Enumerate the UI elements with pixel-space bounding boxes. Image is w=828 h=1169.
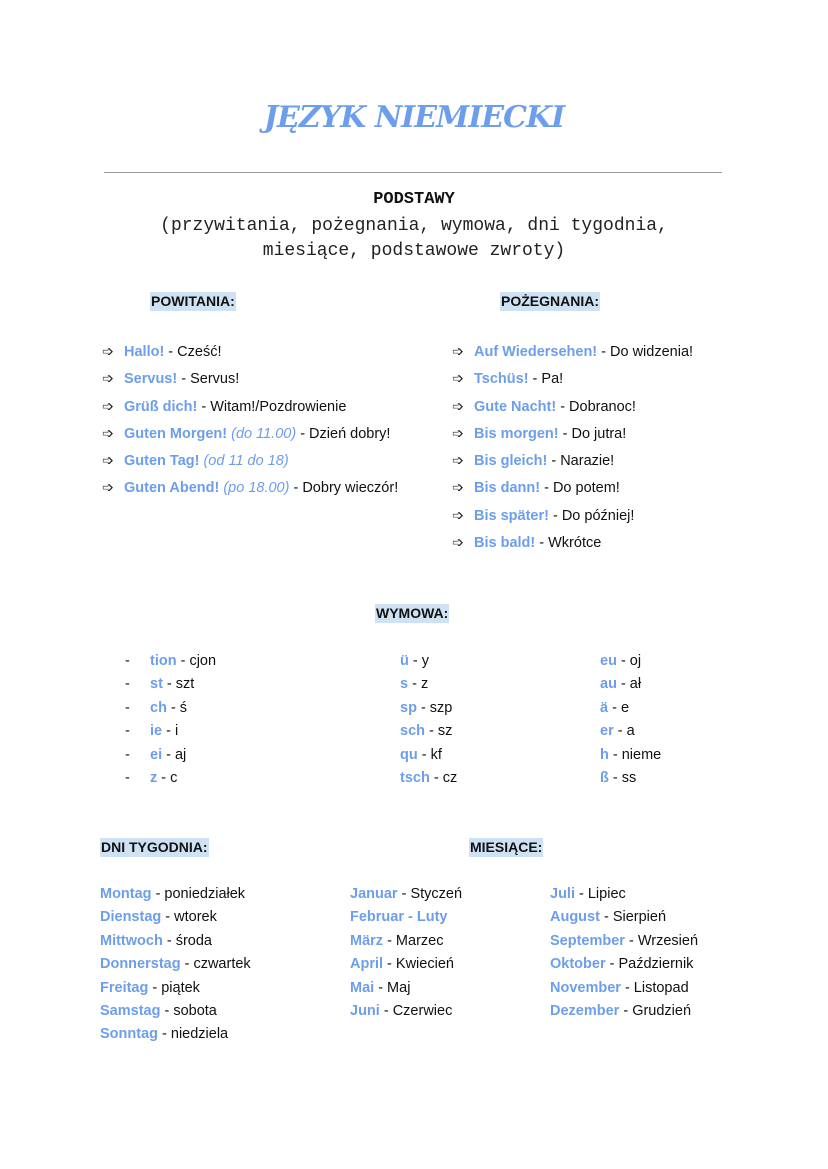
divider xyxy=(104,172,722,173)
german-term: Bis gleich! xyxy=(474,453,548,470)
polish-translation: - Październik xyxy=(605,956,694,973)
polish-translation: - Wkrótce xyxy=(535,535,602,552)
list-item xyxy=(350,1001,462,1024)
list-item xyxy=(400,698,457,721)
german-term: st xyxy=(150,676,163,693)
german-term: Februar - Luty xyxy=(350,909,448,926)
list-item xyxy=(452,532,693,559)
arrow-icon: ➩ xyxy=(452,452,464,469)
polish-translation: - wtorek xyxy=(161,909,217,926)
german-term: z xyxy=(150,769,158,786)
arrow-icon: ➩ xyxy=(102,397,114,414)
polish-translation: - Maj xyxy=(374,979,411,996)
arrow-icon: ➩ xyxy=(102,424,114,441)
list-item xyxy=(452,505,693,532)
description-line: miesiące, podstawowe zwroty) xyxy=(262,241,566,261)
arrow-icon: ➩ xyxy=(452,343,464,359)
arrow-icon: ➩ xyxy=(452,397,464,414)
polish-translation: - y xyxy=(408,653,429,669)
polish-translation: - Pa! xyxy=(528,371,564,388)
days-heading: DNI TYGODNIA: xyxy=(101,839,208,855)
german-term: Bis später! xyxy=(474,507,549,524)
german-term: Donnerstag xyxy=(100,956,181,973)
bullet-dash: - xyxy=(125,746,130,763)
bullet-dash: - xyxy=(125,699,130,716)
polish-translation: - niedziela xyxy=(158,1026,229,1043)
german-term: Gute Nacht! xyxy=(474,398,557,415)
arrow-icon: ➩ xyxy=(102,370,114,387)
months-column xyxy=(350,884,462,1024)
polish-translation: - Do potem! xyxy=(540,480,620,497)
description-line: (przywitania, pożegnania, wymowa, dni tygodnia, xyxy=(160,216,668,236)
bullet-dash: - xyxy=(125,769,130,786)
list-item xyxy=(600,721,661,744)
german-term: September xyxy=(550,932,625,949)
list-item xyxy=(350,931,462,954)
list-item xyxy=(125,651,216,674)
german-term: Guten Abend! xyxy=(124,480,220,497)
bullet-dash: - xyxy=(125,676,130,693)
german-term: April xyxy=(350,956,384,973)
polish-translation: - Do później! xyxy=(548,507,635,524)
greetings-heading: POWITANIA: xyxy=(151,293,235,309)
section-title: PODSTAWY xyxy=(373,190,455,209)
polish-translation: - Styczeń xyxy=(397,886,463,902)
list-item xyxy=(102,341,398,368)
list-item xyxy=(100,954,251,977)
polish-translation: - ał xyxy=(616,676,642,693)
german-term: sch xyxy=(400,723,425,740)
list-item xyxy=(350,884,462,907)
arrow-icon: ➩ xyxy=(452,424,464,441)
list-item xyxy=(400,745,457,768)
polish-translation: - sz xyxy=(425,723,453,740)
list-item xyxy=(600,674,661,697)
german-term: Mittwoch xyxy=(100,932,163,949)
list-item xyxy=(100,978,251,1001)
polish-translation: - Wrzesień xyxy=(624,932,699,949)
german-term: sp xyxy=(400,699,417,716)
arrow-icon: ➩ xyxy=(452,506,464,523)
list-item xyxy=(102,368,398,395)
polish-translation: - Dobranoc! xyxy=(556,398,636,415)
list-item xyxy=(125,674,216,697)
german-term: ß xyxy=(600,769,609,786)
german-term: Bis dann! xyxy=(474,480,541,497)
pronunciation-column xyxy=(400,651,457,791)
pronunciation-heading: WYMOWA: xyxy=(376,605,449,621)
arrow-icon: ➩ xyxy=(102,343,114,359)
list-item xyxy=(600,698,661,721)
german-term: November xyxy=(550,979,621,996)
german-term: August xyxy=(550,909,600,926)
polish-translation: - Dobry wieczór! xyxy=(289,480,399,497)
polish-translation: - cjon xyxy=(176,653,217,669)
polish-translation: - Listopad xyxy=(620,979,689,996)
polish-translation: - e xyxy=(608,699,630,716)
list-item xyxy=(102,477,398,504)
arrow-icon: ➩ xyxy=(452,370,464,387)
polish-translation: - Narazie! xyxy=(547,453,615,470)
polish-translation: - Do widzenia! xyxy=(597,344,694,360)
german-term: Dienstag xyxy=(100,909,162,926)
german-term: tion xyxy=(150,653,177,669)
list-item xyxy=(102,423,398,450)
list-item xyxy=(452,423,693,450)
list-item xyxy=(550,907,698,930)
polish-translation: - cz xyxy=(429,769,458,786)
german-term: ie xyxy=(150,723,163,740)
list-item xyxy=(452,450,693,477)
list-item xyxy=(100,1024,251,1047)
list-item xyxy=(550,884,698,907)
polish-translation: - c xyxy=(157,769,178,786)
polish-translation: - i xyxy=(162,723,179,740)
list-item xyxy=(600,745,661,768)
polish-translation: - oj xyxy=(616,653,642,669)
list-item xyxy=(550,978,698,1001)
german-term: ei xyxy=(150,746,163,763)
time-note: (po 18.00) xyxy=(219,480,290,497)
german-term: s xyxy=(400,676,409,693)
bullet-dash: - xyxy=(125,723,130,740)
polish-translation: - Marzec xyxy=(383,932,444,949)
arrow-icon: ➩ xyxy=(452,479,464,496)
german-term: Freitag xyxy=(100,979,149,996)
list-item xyxy=(400,674,457,697)
polish-translation: - czwartek xyxy=(180,956,251,973)
polish-translation: - Witam!/Pozdrowienie xyxy=(197,398,347,415)
list-item xyxy=(350,978,462,1001)
list-item xyxy=(452,396,693,423)
german-term: Sonntag xyxy=(100,1026,158,1043)
arrow-icon: ➩ xyxy=(102,452,114,469)
page-title: JĘZYK NIEMIECKI xyxy=(263,100,565,135)
list-item xyxy=(600,768,661,791)
german-term: Servus! xyxy=(124,371,178,388)
german-term: qu xyxy=(400,746,418,763)
german-term: Hallo! xyxy=(124,344,165,360)
german-term: Bis morgen! xyxy=(474,425,559,442)
list-item xyxy=(452,368,693,395)
list-item xyxy=(600,651,661,674)
polish-translation: - piątek xyxy=(148,979,200,996)
polish-translation: - ś xyxy=(166,699,188,716)
farewells-heading: POŻEGNANIA: xyxy=(501,293,599,309)
time-note: (od 11 do 18) xyxy=(199,453,289,470)
polish-translation: - z xyxy=(408,676,429,693)
list-item xyxy=(125,698,216,721)
list-item xyxy=(550,931,698,954)
list-item xyxy=(100,907,251,930)
months-heading: MIESIĄCE: xyxy=(470,839,543,855)
pronunciation-column xyxy=(600,651,661,791)
list-item xyxy=(125,721,216,744)
german-term: März xyxy=(350,932,384,949)
days-list xyxy=(100,884,251,1048)
polish-translation: - szt xyxy=(162,676,195,693)
months-column xyxy=(550,884,698,1024)
polish-translation: - Do jutra! xyxy=(558,425,627,442)
list-item xyxy=(550,1001,698,1024)
list-item xyxy=(102,396,398,423)
list-item xyxy=(400,768,457,791)
german-term: ä xyxy=(600,699,609,716)
german-term: Januar xyxy=(350,886,398,902)
german-term: tsch xyxy=(400,769,430,786)
list-item xyxy=(102,450,398,477)
polish-translation: - Cześć! xyxy=(164,344,222,360)
german-term: Montag xyxy=(100,886,152,902)
polish-translation: - ss xyxy=(608,769,637,786)
german-term: Auf Wiedersehen! xyxy=(474,344,598,360)
list-item xyxy=(100,1001,251,1024)
arrow-icon: ➩ xyxy=(102,479,114,496)
german-term: Guten Tag! xyxy=(124,453,200,470)
section-description xyxy=(0,214,828,264)
polish-translation: - a xyxy=(613,723,635,740)
polish-translation: - kf xyxy=(417,746,442,763)
list-item xyxy=(550,954,698,977)
german-term: eu xyxy=(600,653,617,669)
polish-translation: - szp xyxy=(416,699,453,716)
german-term: Grüß dich! xyxy=(124,398,198,415)
polish-translation: - Lipiec xyxy=(574,886,626,902)
list-item xyxy=(400,721,457,744)
german-term: Samstag xyxy=(100,1002,161,1019)
bullet-dash: - xyxy=(125,653,130,669)
german-term: Tschüs! xyxy=(474,371,529,388)
german-term: Dezember xyxy=(550,1002,620,1019)
list-item xyxy=(350,907,462,930)
pronunciation-column xyxy=(125,651,216,791)
polish-translation: - środa xyxy=(162,932,212,949)
greetings-list xyxy=(102,341,398,505)
german-term: ü xyxy=(400,653,409,669)
list-item xyxy=(452,477,693,504)
polish-translation: - Servus! xyxy=(177,371,240,388)
german-term: Juni xyxy=(350,1002,380,1019)
list-item xyxy=(400,651,457,674)
polish-translation: - Kwiecień xyxy=(383,956,454,973)
polish-translation: - Dzień dobry! xyxy=(296,425,391,442)
german-term: ch xyxy=(150,699,167,716)
german-term: Guten Morgen! xyxy=(124,425,228,442)
german-term: au xyxy=(600,676,617,693)
german-term: er xyxy=(600,723,614,740)
time-note: (do 11.00) xyxy=(227,425,297,442)
arrow-icon: ➩ xyxy=(452,534,464,551)
polish-translation: - Czerwiec xyxy=(379,1002,453,1019)
polish-translation: - nieme xyxy=(608,746,662,763)
farewells-list xyxy=(452,341,693,559)
german-term: Juli xyxy=(550,886,575,902)
german-term: Mai xyxy=(350,979,375,996)
polish-translation: - poniedziałek xyxy=(151,886,246,902)
polish-translation: - Sierpień xyxy=(599,909,667,926)
polish-translation: - aj xyxy=(162,746,187,763)
list-item xyxy=(100,884,251,907)
german-term: h xyxy=(600,746,609,763)
list-item xyxy=(125,745,216,768)
list-item xyxy=(100,931,251,954)
polish-translation: - sobota xyxy=(160,1002,217,1019)
polish-translation: - Grudzień xyxy=(619,1002,692,1019)
list-item xyxy=(350,954,462,977)
list-item xyxy=(452,341,693,368)
list-item xyxy=(125,768,216,791)
german-term: Oktober xyxy=(550,956,606,973)
german-term: Bis bald! xyxy=(474,535,536,552)
